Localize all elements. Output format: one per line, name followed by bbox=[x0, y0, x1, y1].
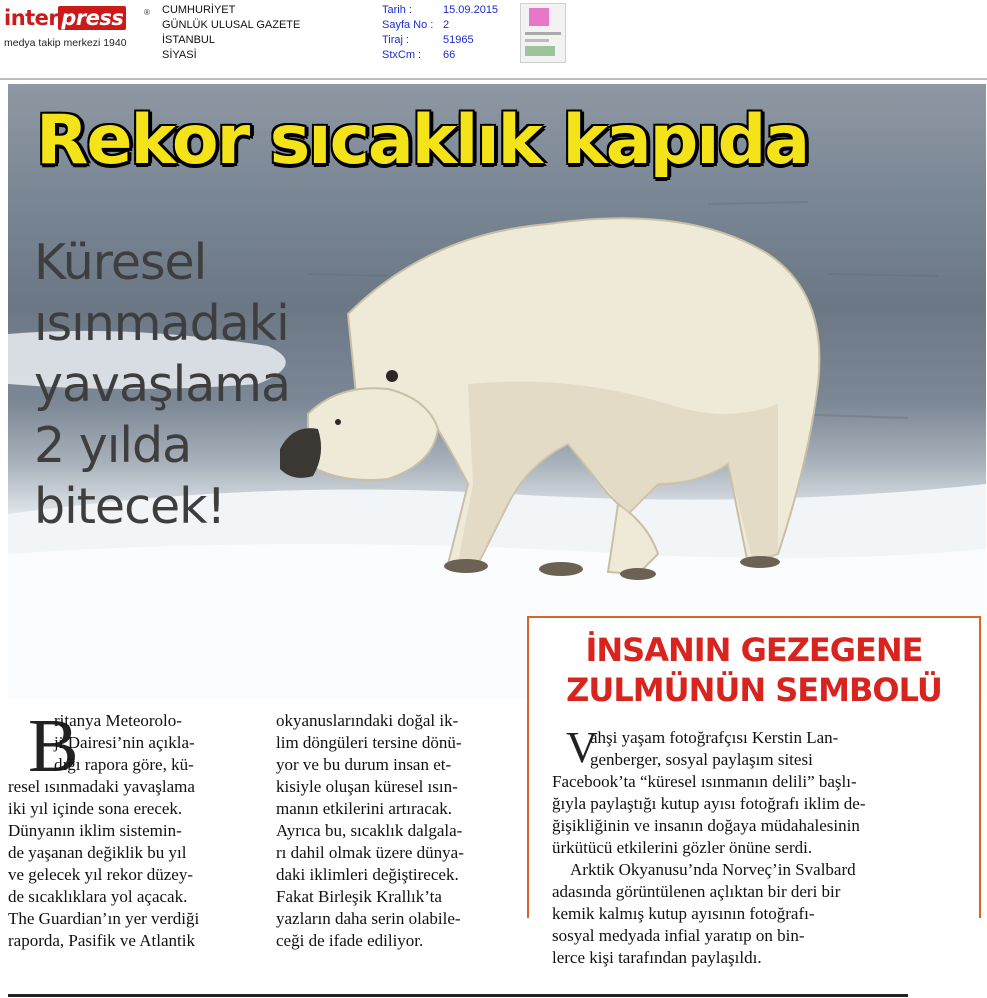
text-line: de yaşanan değiklik bu yıl bbox=[8, 843, 187, 862]
thumbnail-photo-block bbox=[529, 8, 549, 26]
drop-cap: V bbox=[566, 723, 598, 772]
text-line: ğişikliğinin ve insanın doğaya müdahalesinin bbox=[552, 816, 860, 835]
date-value: 15.09.2015 bbox=[443, 4, 499, 16]
newspaper-thumbnail[interactable] bbox=[520, 3, 566, 63]
text-line: Ayrıca bu, sıcaklık dalgala- bbox=[276, 821, 463, 840]
text-line: genberger, sosyal paylaşım sitesi bbox=[590, 750, 813, 769]
article-column-1 bbox=[8, 704, 252, 952]
thumbnail-text-line bbox=[525, 39, 549, 42]
text-line: ceği de ifade ediliyor. bbox=[276, 931, 424, 950]
text-line: yor ve bu durum insan et- bbox=[276, 755, 452, 774]
text-line: de sıcaklıklara yol açacak. bbox=[8, 887, 188, 906]
stxcm-label: StxCm : bbox=[382, 49, 422, 61]
subhead-line: yavaşlama bbox=[34, 356, 290, 413]
logo-inter-text: inter bbox=[4, 6, 59, 30]
text-line: iki yıl içinde sona erecek. bbox=[8, 799, 183, 818]
source-category: SİYASİ bbox=[162, 49, 197, 61]
subhead-line: ısınmadaki bbox=[34, 295, 289, 352]
text-line: ji Dairesi’nin açıkla- bbox=[54, 733, 195, 752]
text-line: Facebook’ta “küresel ısınmanın delili” başlı- bbox=[552, 772, 857, 791]
source-newspaper: CUMHURİYET bbox=[162, 4, 236, 16]
text-line: ürkütücü etkilerini gözler önüne serdi. bbox=[552, 838, 813, 857]
text-line: Dünyanın iklim sistemin- bbox=[8, 821, 182, 840]
headline: Rekor sıcaklık kapıda bbox=[36, 101, 809, 180]
thumbnail-text-line bbox=[525, 32, 561, 35]
page-label: Sayfa No : bbox=[382, 19, 434, 31]
sidebar-text bbox=[552, 723, 978, 969]
text-line: daki iklimleri değiştirecek. bbox=[276, 865, 459, 884]
text-line: rı dahil olmak üzere dünya- bbox=[276, 843, 464, 862]
text-line: adasında görüntülenen açlıktan bir deri bir bbox=[552, 882, 841, 901]
text-line: kisiyle oluşan küresel ısın- bbox=[276, 777, 458, 796]
source-info bbox=[162, 3, 300, 63]
circulation-value: 51965 bbox=[443, 34, 474, 46]
subhead-line: Küresel bbox=[34, 234, 207, 291]
text-line: Arktik Okyanusu’nda Norveç’in Svalbard bbox=[570, 860, 856, 879]
text-line: yazların daha serin olabile- bbox=[276, 909, 461, 928]
clipping-header bbox=[0, 0, 987, 78]
text-line: okyanuslarındaki doğal ik- bbox=[276, 711, 459, 730]
text-line: ahşi yaşam fotoğrafçısı Kerstin Lan- bbox=[590, 728, 839, 747]
footer-divider bbox=[8, 994, 908, 997]
text-line: ritanya Meteorolo- bbox=[54, 711, 182, 730]
text-line: sosyal medyada infial yaratıp on bin- bbox=[552, 926, 805, 945]
sidebar-title-line: İNSANIN GEZEGENE bbox=[585, 631, 923, 669]
logo-tagline: medya takip merkezi 1940 bbox=[4, 37, 127, 49]
text-line: lerce kişi tarafından paylaşıldı. bbox=[552, 948, 762, 967]
text-line: ve gelecek yıl rekor düzey- bbox=[8, 865, 194, 884]
text-line: kemik kalmış kutup ayısının fotoğrafı- bbox=[552, 904, 815, 923]
drop-cap: B bbox=[28, 704, 79, 788]
text-line: lim döngüleri tersine dönü- bbox=[276, 733, 462, 752]
text-line: resel ısınmadaki yavaşlama bbox=[8, 777, 195, 796]
stxcm-value: 66 bbox=[443, 49, 456, 61]
page-value: 2 bbox=[443, 19, 450, 31]
thumbnail-image-block bbox=[525, 46, 555, 56]
sidebar-title-line: ZULMÜNÜN SEMBOLÜ bbox=[566, 671, 942, 709]
logo-press-text: press bbox=[58, 6, 126, 30]
interpress-logo bbox=[4, 6, 154, 54]
subheadline bbox=[34, 232, 290, 537]
meta-labels bbox=[382, 3, 433, 63]
text-line: raporda, Pasifik ve Atlantik bbox=[8, 931, 195, 950]
subhead-line: 2 yılda bbox=[34, 417, 192, 474]
logo-wordmark bbox=[4, 6, 126, 30]
article-column-2 bbox=[276, 710, 522, 952]
source-city: İSTANBUL bbox=[162, 34, 215, 46]
text-line: dığı rapora göre, kü- bbox=[54, 755, 194, 774]
text-line: manın etkilerini artıracak. bbox=[276, 799, 453, 818]
subhead-line: bitecek! bbox=[34, 478, 226, 535]
meta-values bbox=[443, 3, 498, 63]
text-line: Fakat Birleşik Krallık’ta bbox=[276, 887, 442, 906]
source-type: GÜNLÜK ULUSAL GAZETE bbox=[162, 19, 301, 31]
text-line: ğıyla paylaştığı kutup ayısı fotoğrafı iklim de- bbox=[552, 794, 866, 813]
circulation-label: Tiraj : bbox=[382, 34, 410, 46]
header-divider bbox=[0, 78, 987, 80]
sidebar-title bbox=[529, 630, 979, 710]
date-label: Tarih : bbox=[382, 4, 412, 16]
registered-mark: ® bbox=[144, 8, 150, 17]
text-line: The Guardian’ın yer verdiği bbox=[8, 909, 200, 928]
